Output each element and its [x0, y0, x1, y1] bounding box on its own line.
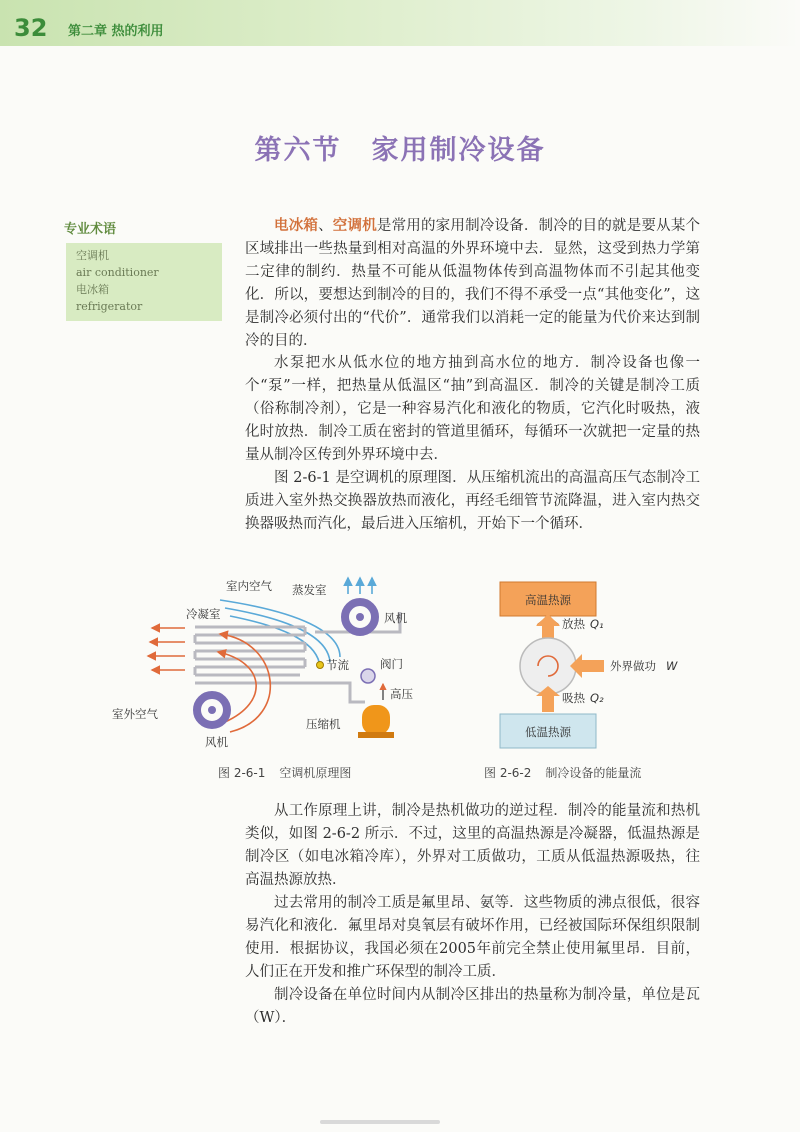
high-temp-source-label: 高温热源	[525, 593, 571, 607]
terms-sidebar	[66, 218, 222, 321]
label-indoor-air: 室内空气	[226, 579, 272, 593]
figure2-caption: 图 2-6-2 制冷设备的能量流	[484, 766, 642, 780]
label-evaporator: 蒸发室	[292, 583, 327, 597]
label-throttle: 节流	[326, 658, 349, 672]
label-q2: Q₂	[590, 691, 604, 705]
label-outdoor-air: 室外空气	[112, 707, 158, 721]
paragraph-5: 过去常用的制冷工质是氟里昂、氨等．这些物质的沸点很低，很容易汽化和液化．氟里昂对臭氧层有破坏作用，已经被国际环保组织限制使用．根据协议，我国必须在2005年前完全禁止使用氟里昂．目前，人们正在开发和推广环保型的制冷工质．	[245, 895, 700, 980]
figure-energy-flow-diagram	[490, 576, 710, 756]
chapter-title: 第二章 热的利用	[68, 24, 164, 39]
label-fan-top: 风机	[384, 611, 407, 625]
label-q1: Q₁	[590, 617, 604, 631]
paragraph-4: 从工作原理上讲，制冷是热机做功的逆过程．制冷的能量流和热机类似，如图 2-6-2 所示．不过，这里的高温热源是冷凝器，低温热源是制冷区（如电冰箱冷库），外界对工质做功，工质从低温热源吸热，往高温热源放热．	[245, 803, 700, 888]
compressor-icon	[362, 705, 390, 735]
label-compressor: 压缩机	[306, 717, 341, 731]
figure-air-conditioner-diagram	[100, 572, 440, 762]
section-number: 第六节	[254, 135, 342, 166]
label-fan-bottom: 风机	[205, 735, 228, 749]
section-title	[0, 128, 800, 167]
section-name: 家用制冷设备	[371, 135, 546, 166]
paragraph-3: 图 2-6-1 是空调机的原理图．从压缩机流出的高温高压气态制冷工质进入室外热交换器放热而液化，再经毛细管节流降温，进入室内热交换器吸热而汽化，最后进入压缩机，开始下一个循环．	[245, 470, 700, 532]
label-w: W	[666, 659, 678, 673]
work-input-arrow	[582, 660, 604, 672]
label-release-heat: 放热	[562, 617, 585, 631]
label-external-work: 外界做功	[610, 659, 656, 673]
throttle-icon	[317, 662, 324, 669]
term-item: air conditioner	[76, 266, 159, 279]
label-absorb-heat: 吸热	[562, 691, 585, 705]
figure1-caption: 图 2-6-1 空调机原理图	[218, 766, 352, 780]
valve-icon	[361, 669, 375, 683]
sidebar-heading: 专业术语	[64, 222, 117, 237]
page-number: 32	[14, 14, 48, 42]
low-temp-source-label: 低温热源	[525, 725, 571, 739]
term-item: 电冰箱	[76, 283, 109, 296]
page-bottom-mark	[320, 1120, 440, 1124]
term-item: 空调机	[76, 249, 109, 262]
term-air-conditioner: 空调机	[332, 217, 377, 234]
working-cycle-circle	[520, 638, 576, 694]
sidebar-terms-box	[66, 243, 222, 321]
absorb-heat-arrow	[542, 694, 554, 712]
paragraph-2: 水泵把水从低水位的地方抽到高水位的地方．制冷设备也像一个“泵”一样，把热量从低温区“抽”到高温区．制冷的关键是制冷工质（俗称制冷剂），它是一种容易汽化和液化的物质，它汽化时吸热，液化时放热．制冷工质在密封的管道里循环，每循环一次就把一定量的热量从制冷区传到外界环境中去．	[245, 355, 700, 463]
term-refrigerator: 电冰箱	[274, 217, 319, 234]
label-condenser: 冷凝室	[186, 607, 221, 621]
paragraph-6: 制冷设备在单位时间内从制冷区排出的热量称为制冷量，单位是瓦（W）．	[245, 987, 700, 1026]
label-valve: 阀门	[380, 657, 403, 671]
label-high-pressure: 高压	[390, 687, 413, 701]
term-item: refrigerator	[76, 300, 143, 313]
paragraph-1: 电冰箱、空调机是常用的家用制冷设备．制冷的目的就是要从某个区域排出一些热量到相对高温的外界环境中去．显然，这受到热力学第二定律的制约．热量不可能从低温物体传到高温物体而不引起其他变化．所以，要想达到制冷的目的，我们不得不承受一点“其他变化”，这是制冷必须付出的“代价”．通常我们以消耗一定的能量为代价来达到制冷的目的．	[245, 217, 701, 349]
